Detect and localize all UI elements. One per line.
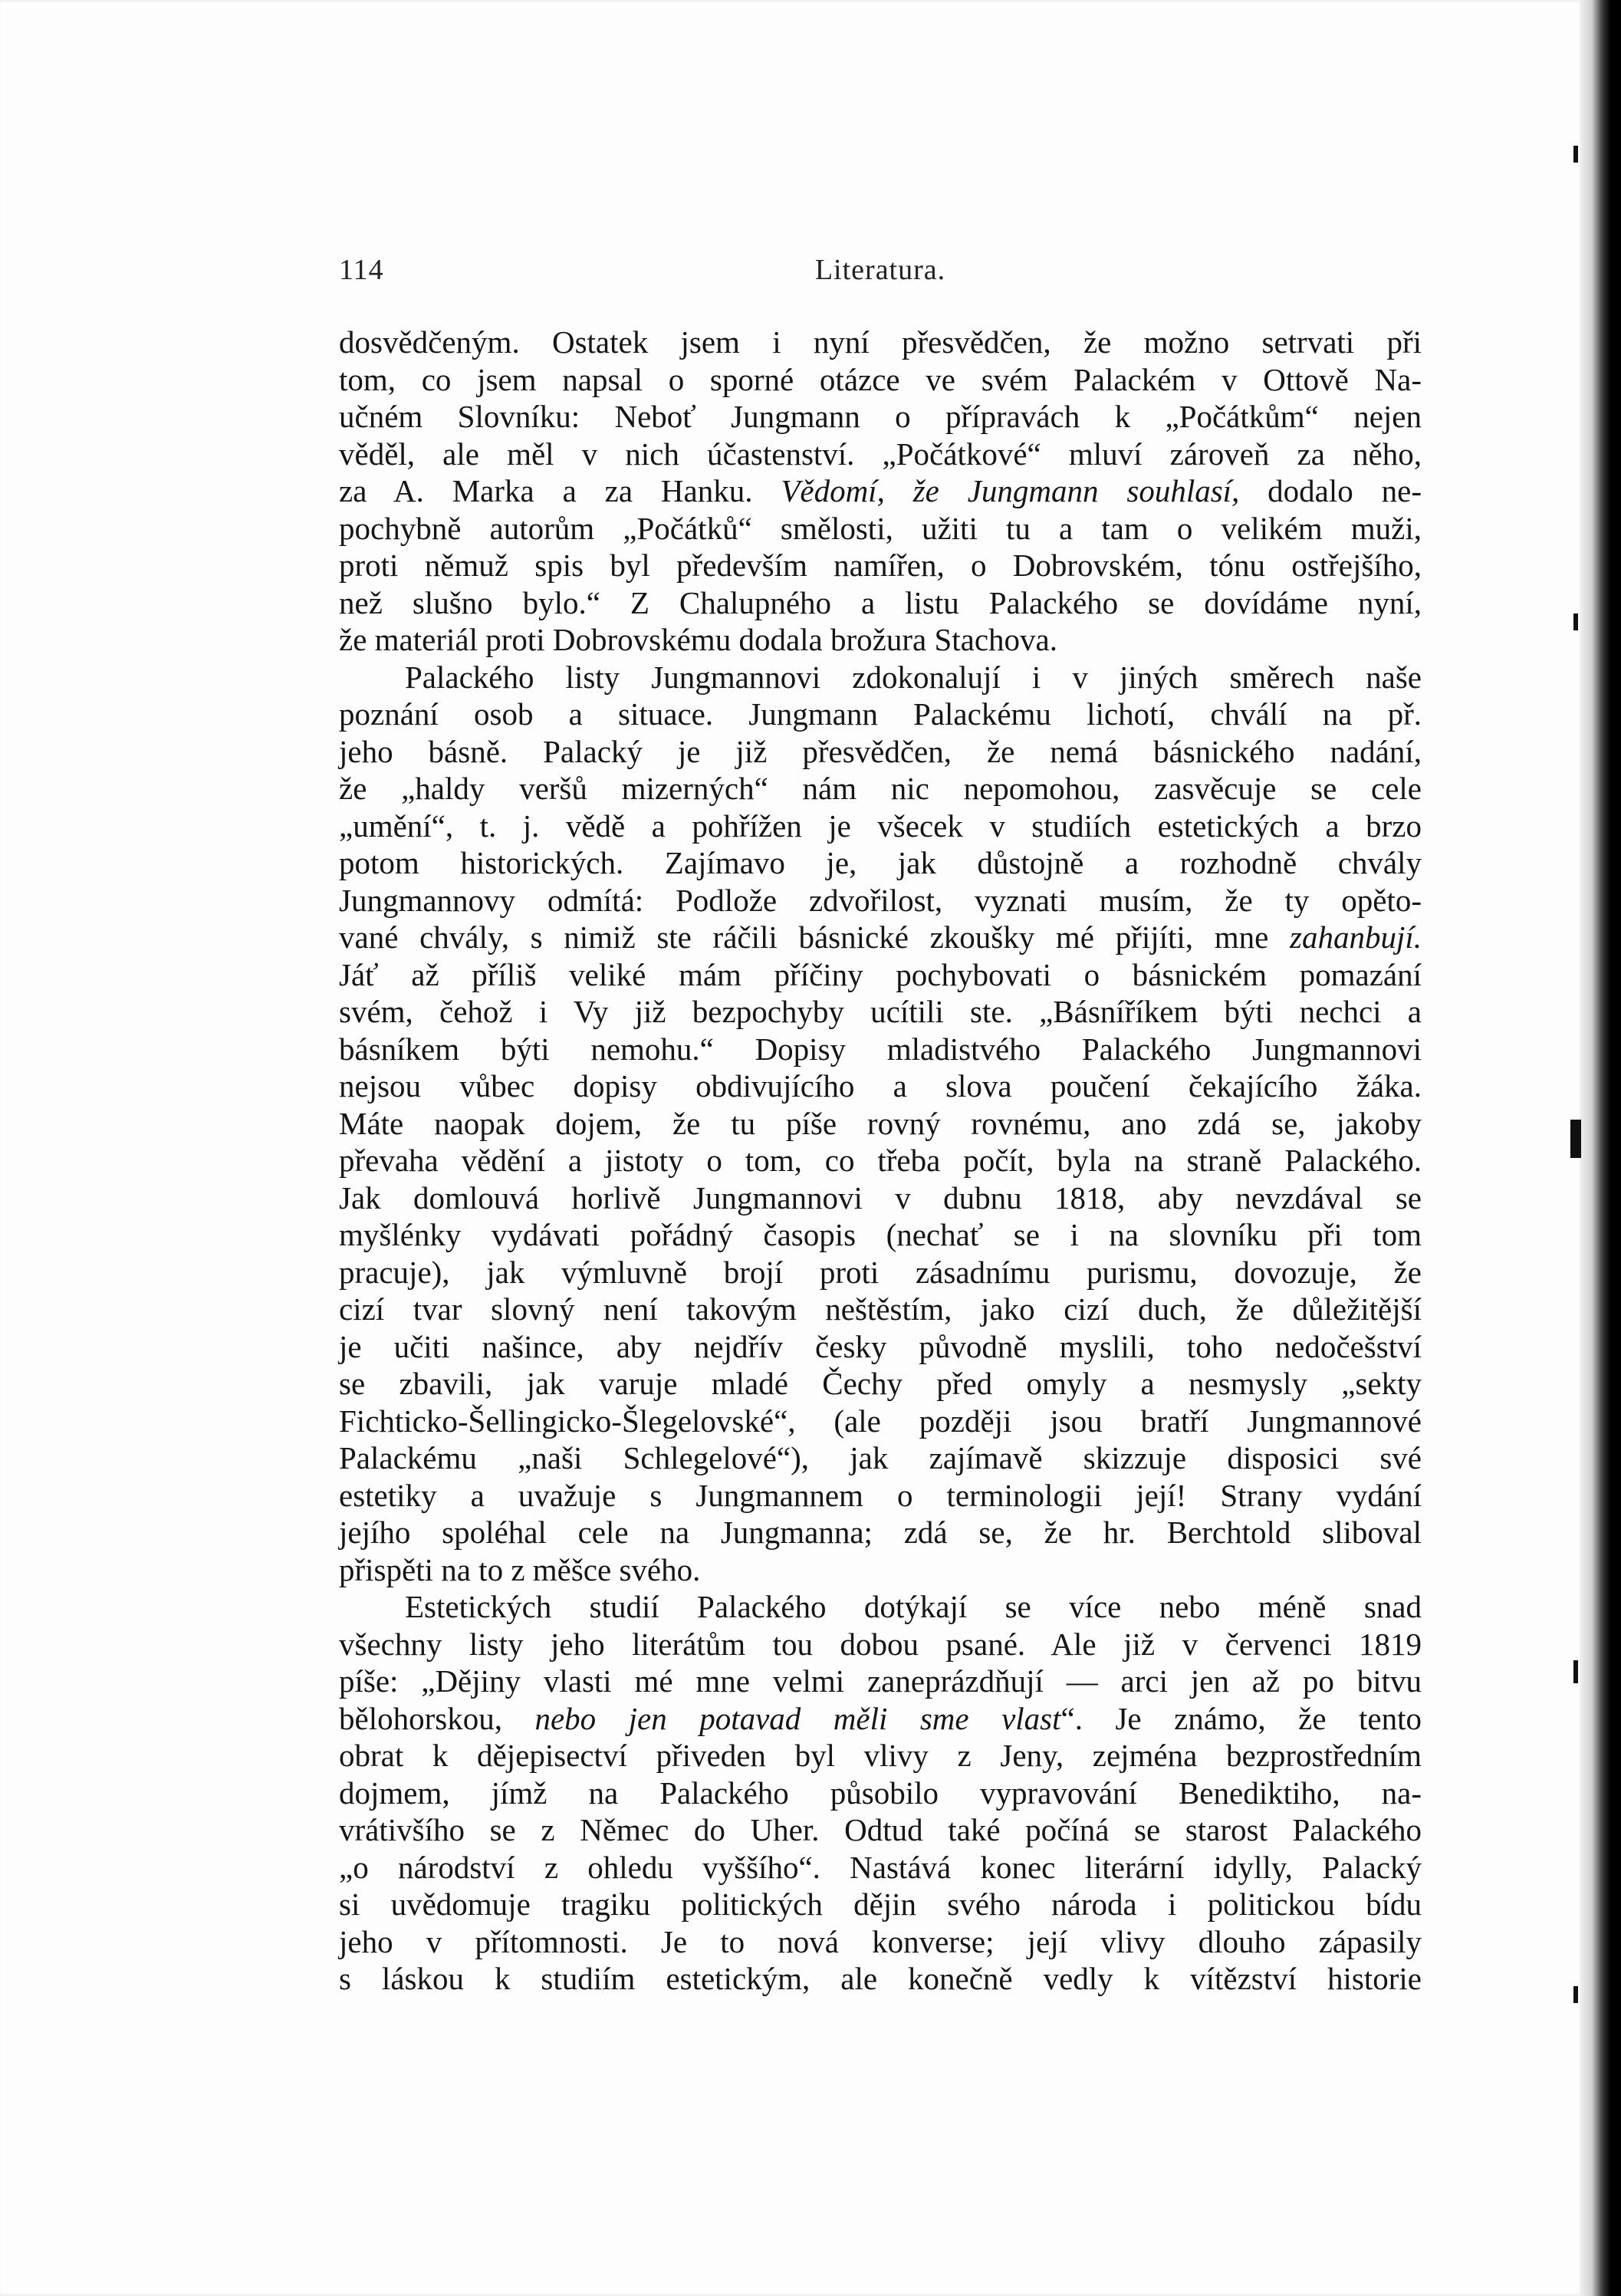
text-line [339,919,1422,956]
text-line: Estetických studií Palackého dotýkají se více nebo méně snad [405,1589,1422,1624]
text-line: převaha vědění a jistoty o tom, co třeba počít, byla na straně Palackého. [339,1143,1422,1178]
text-span: bělohorskou, [339,1700,535,1736]
text-line: Jak domlouvá horlivě Jungmannovi v dubnu 1818, aby nevzdával se [339,1179,1422,1215]
text-line: proti němuž spis byl především namířen, o Dobrovském, tónu ostřejšího, [339,548,1422,583]
text-line: „o národství z ohledu vyššího“. Nastává konec literární idylly, Palacký [339,1849,1422,1885]
italic-emphasis: nebo jen potavad měli sme vlast [534,1700,1061,1736]
text-line: Palackému „naši Schlegelové“), jak zajímavě skizzuje disposici své [339,1440,1422,1475]
text-line: Fichticko-Šellingicko-Šlegelovské“, (ale později jsou bratří Jungmannové [339,1403,1422,1439]
text-line: Jungmannovy odmítá: Podlože zdvořilost, vyznati musím, že ty opěto- [339,882,1422,918]
text-line: nejsou vůbec dopisy obdivujícího a slova poučení čekajícího žáka. [339,1068,1422,1104]
text-line: že materiál proti Dobrovskému dodala brožura Stachova. [339,622,1057,657]
text-line: věděl, ale měl v nich účastenství. „Počátkové“ mluví zároveň za něho, [339,436,1422,472]
text-span: vané chvály, s nimiž ste ráčili básnické zkoušky mé přijíti, mne [339,919,1290,955]
text-line: píše: „Dějiny vlasti mé mne velmi zaneprázdňují — arci jen až po bitvu [339,1663,1422,1699]
running-title: Literatura. [814,254,946,286]
text-line: cizí tvar slovný není takovým neštěstím, jako cizí duch, že důležitější [339,1291,1422,1327]
text-span: dodalo ne- [1239,473,1422,508]
text-line: tom, co jsem napsal o sporné otázce ve svém Palackém v Ottově Na- [339,361,1422,397]
text-line: že „haldy veršů mizerných“ nám nic nepomohou, zasvěcuje se cele [339,771,1422,806]
body-text [339,324,1422,1998]
text-span: “. Je známo, že tento [1060,1700,1422,1736]
text-line: obrat k dějepisectví přiveden byl vlivy z Jeny, zejména bezprostředním [339,1738,1422,1773]
text-line: dosvědčeným. Ostatek jsem i nyní přesvědčen, že možno setrvati při [339,324,1422,360]
text-line: si uvědomuje tragiku politických dějin svého národa i politickou bídu [339,1886,1422,1922]
text-line: učném Slovníku: Neboť Jungmann o přípravách k „Počátkům“ nejen [339,399,1422,434]
edge-mark [1573,1986,1578,2003]
text-line: poznání osob a situace. Jungmann Palackému lichotí, chválí na př. [339,696,1422,732]
edge-mark [1573,613,1578,630]
text-line [339,472,1422,510]
text-line: jeho básně. Palacký je již přesvědčen, že nemá básnického nadání, [339,733,1422,769]
text-line: estetiky a uvažuje s Jungmannem o terminologii její! Strany vydání [339,1477,1422,1513]
text-line: přispěti na to z měšce svého. [339,1551,701,1587]
page-edge-shadow [1580,0,1621,2296]
text-line: Palackého listy Jungmannovi zdokonalují i v jiných směrech naše [405,659,1422,695]
page-number: 114 [339,254,384,286]
text-line: dojmem, jímž na Palackého působilo vypravování Benediktiho, na- [339,1775,1422,1811]
text-line: pracuje), jak výmluvně brojí proti zásadnímu purismu, dovozuje, že [339,1254,1422,1290]
text-line: potom historických. Zajímavo je, jak důstojně a rozhodně chvály [339,845,1422,880]
text-line: jeho v přítomnosti. Je to nová konverse; její vlivy dlouho zápasily [339,1923,1422,1959]
italic-emphasis: zahanbují. [1290,919,1422,955]
text-line: se zbavili, jak varuje mladé Čechy před omyly a nesmysly „sekty [339,1366,1422,1401]
edge-mark [1573,146,1578,163]
text-line: s láskou k studiím estetickým, ale konečně vedly k vítězství historie [339,1961,1422,1996]
text-line: Jáť až příliš veliké mám příčiny pochybovati o básnickém pomazání [339,956,1422,992]
text-line: „umění“, t. j. vědě a pohřížen je všecek v studiích estetických a brzo [339,808,1422,844]
edge-mark [1570,1120,1581,1158]
text-line: myšlénky vydávati pořádný časopis (nechať se i na slovníku při tom [339,1217,1422,1252]
text-line: všechny listy jeho literátům tou dobou psané. Ale již v červenci 1819 [339,1626,1422,1662]
text-line: svém, čehož i Vy již bezpochyby ucítili ste. „Básníříkem býti nechci a [339,994,1422,1029]
edge-mark [1573,1660,1578,1683]
text-line: Máte naopak dojem, že tu píše rovný rovnému, ano zdá se, jakoby [339,1105,1422,1141]
text-line: než slušno bylo.“ Z Chalupného a listu Palackého se dovídáme nyní, [339,584,1422,620]
text-line [339,1700,1422,1738]
text-line: jejího spoléhal cele na Jungmanna; zdá se, že hr. Berchtold sliboval [339,1515,1422,1550]
text-span: za A. Marka a za Hanku. [339,473,781,508]
text-line: vrátivšího se z Němec do Uher. Odtud také počíná se starost Palackého [339,1812,1422,1847]
text-line: je učiti našince, aby nejdřív česky původně myslili, toho nedočešství [339,1328,1422,1364]
italic-emphasis: Vědomí, že Jungmann souhlasí, [781,473,1240,508]
text-line: pochybně autorům „Počátků“ smělosti, užiti tu a tam o velikém muži, [339,510,1422,546]
page-header [339,253,1422,291]
text-line: básníkem býti nemohu.“ Dopisy mladistvého Palackého Jungmannovi [339,1031,1422,1067]
